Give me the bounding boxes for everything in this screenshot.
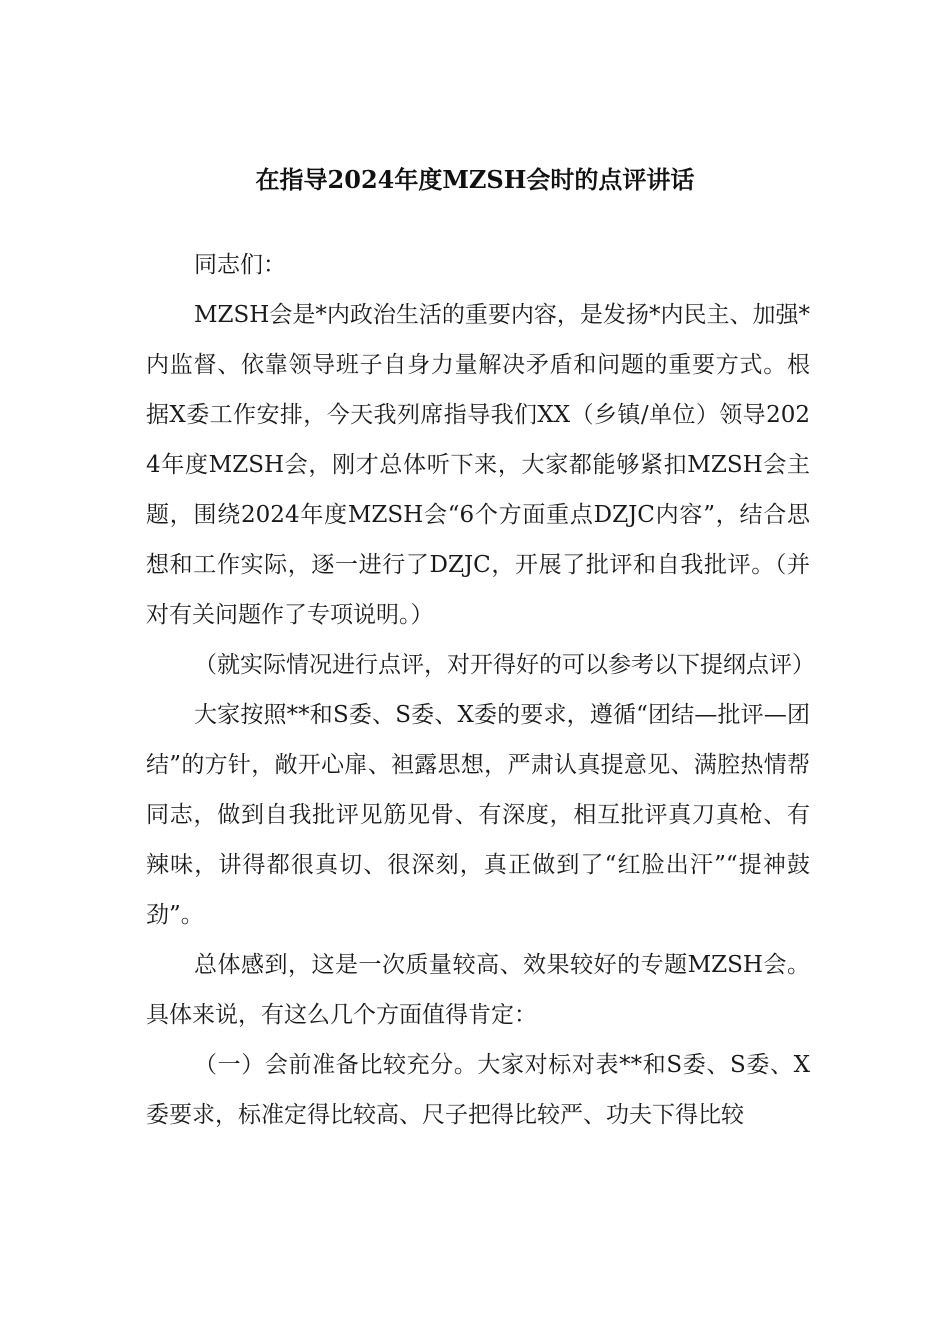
evaluation-paragraph: 大家按照**和S委、S委、X委的要求，遵循“团结—批评—团结”的方针，敞开心扉、袒露思想，严肃认真提意见、满腔热情帮同志，做到自我批评见筋见骨、有深度，相互批评真刀真枪、有辣味，讲得都很真切、很深刻，真正做到了“红脸出汗”“提神鼓劲”。 bbox=[146, 702, 810, 928]
note-paragraph: （就实际情况进行点评，对开得好的可以参考以下提纲点评） bbox=[194, 652, 815, 678]
salutation-paragraph: 同志们： bbox=[194, 252, 286, 278]
document-body bbox=[146, 240, 815, 1140]
point-one-paragraph: （一）会前准备比较充分。大家对标对表**和S委、S委、X委要求，标准定得比较高、尺子把得比较严、功夫下得比较 bbox=[146, 1052, 810, 1128]
intro-paragraph: MZSH会是*内政治生活的重要内容，是发扬*内民主、加强*内监督、依靠领导班子自身力量解决矛盾和问题的重要方式。根据X委工作安排，今天我列席指导我们XX（乡镇/单位）领导2024年度MZSH会，刚才总体听下来，大家都能够紧扣MZSH会主题，围绕2024年度MZSH会“6个方面重点DZJC内容”，结合思想和工作实际，逐一进行了DZJC，开展了批评和自我批评。（并对有关问题作了专项说明。） bbox=[146, 302, 810, 628]
document-title: 在指导2024年度MZSH会时的点评讲话 bbox=[255, 165, 695, 194]
summary-paragraph: 总体感到，这是一次质量较高、效果较好的专题MZSH会。具体来说，有这么几个方面值得肯定： bbox=[146, 952, 810, 1028]
